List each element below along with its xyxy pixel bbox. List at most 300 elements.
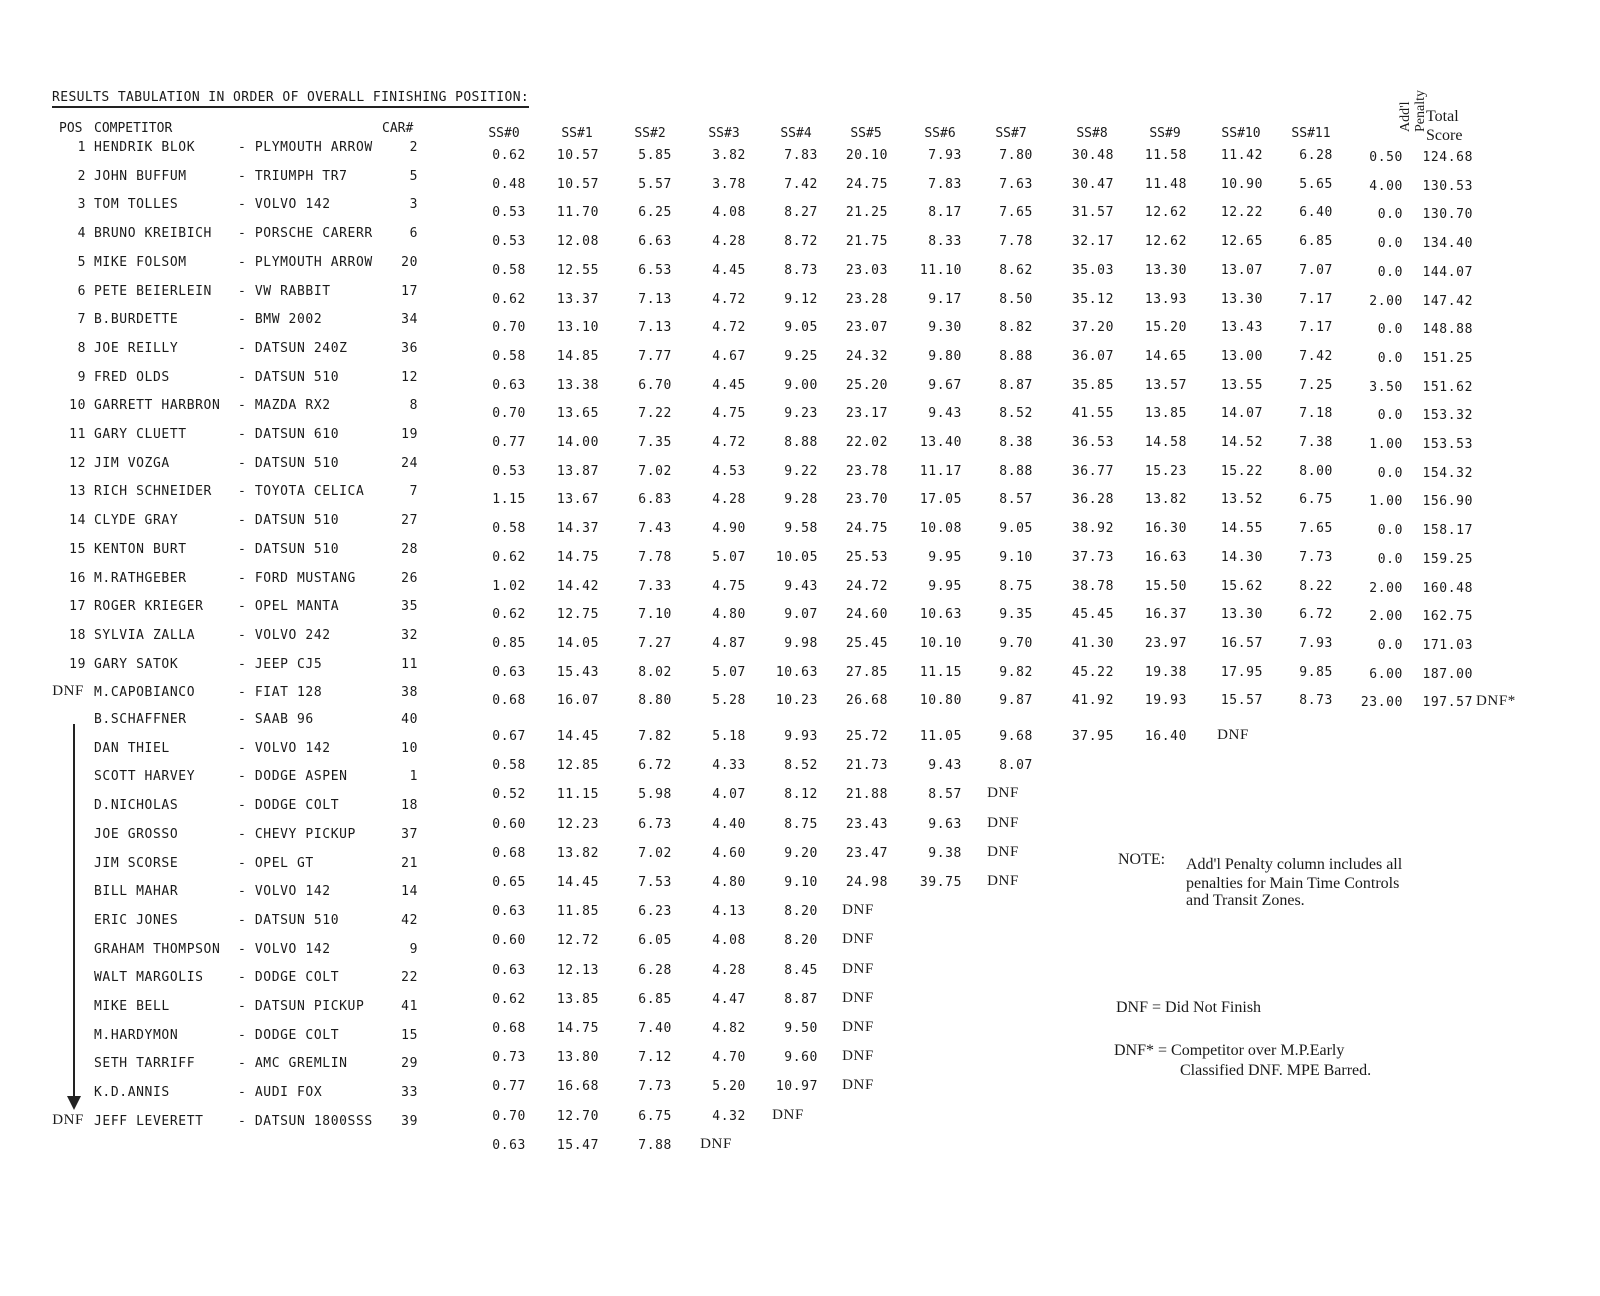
stage-time: 8.88 <box>999 463 1033 479</box>
stage-time: 6.85 <box>1299 234 1333 250</box>
stage-time: 0.62 <box>492 148 526 163</box>
stage-time: 4.45 <box>712 377 746 393</box>
stage-time: 21.75 <box>845 234 888 250</box>
position: 1 <box>77 140 86 155</box>
car-model: - BMW 2002 <box>238 312 323 328</box>
stage-time: 0.58 <box>492 521 526 537</box>
penalty: 1.00 <box>1369 437 1403 452</box>
stage-time: 17.05 <box>919 492 962 508</box>
dnf-definition: DNF = Did Not Finish <box>1116 999 1262 1016</box>
stage-time: 8.52 <box>784 758 818 774</box>
car-model: - TOYOTA CELICA <box>238 484 365 500</box>
stage-time: 19.93 <box>1144 693 1187 709</box>
position: 11 <box>69 427 86 442</box>
car-number: 11 <box>401 656 418 672</box>
stage-time: 0.62 <box>492 291 526 307</box>
stage-time: 9.20 <box>784 845 818 861</box>
total-score: 158.17 <box>1422 523 1473 539</box>
stage-time: 9.85 <box>1299 664 1333 680</box>
stage-time: 0.58 <box>492 262 526 278</box>
stage-time: 10.57 <box>556 176 599 192</box>
stage-time: 37.73 <box>1071 549 1114 565</box>
penalty: 0.0 <box>1377 465 1403 481</box>
stage-time: 0.73 <box>492 1050 526 1066</box>
stage-time: 23.07 <box>845 320 888 336</box>
stage-time: 7.78 <box>999 234 1033 250</box>
car-number: 14 <box>401 884 418 900</box>
stage-time: 4.72 <box>712 435 746 450</box>
total-score: 134.40 <box>1422 236 1473 252</box>
car-number: 3 <box>409 197 418 213</box>
position: 3 <box>77 197 86 213</box>
stage-time: 14.07 <box>1220 406 1263 422</box>
competitor-name: D.NICHOLAS <box>94 798 179 814</box>
penalty: 0.0 <box>1377 637 1403 653</box>
competitor-name: GARY SATOK <box>94 656 179 672</box>
stage-time: 11.15 <box>556 787 599 803</box>
stage-time: 4.13 <box>712 904 746 920</box>
stage-time: 10.10 <box>919 635 962 651</box>
stage-time: 4.87 <box>712 635 746 651</box>
stage-time: 36.07 <box>1071 348 1114 364</box>
stage-time: 7.07 <box>1299 262 1333 278</box>
stage-time: 8.73 <box>784 262 818 278</box>
car-model: - AMC GREMLIN <box>238 1056 348 1072</box>
stage-time: 6.83 <box>638 492 672 508</box>
car-number: 7 <box>409 484 418 500</box>
car-number: 32 <box>401 627 418 643</box>
stage-time: 7.73 <box>638 1079 672 1095</box>
stage-time: 12.65 <box>1220 234 1263 250</box>
stage-time: 5.07 <box>712 549 746 565</box>
stage-time: 14.30 <box>1220 549 1263 565</box>
stage-time: 9.93 <box>784 729 818 744</box>
stage-time: 7.27 <box>638 635 672 651</box>
stage-time: 0.58 <box>492 758 526 774</box>
stage-time: 13.07 <box>1220 262 1263 278</box>
stage-time: 4.80 <box>712 607 746 623</box>
stage-time: 7.10 <box>638 607 672 623</box>
stage-time: 12.23 <box>556 816 599 832</box>
car-number: 34 <box>401 312 418 328</box>
car-model: - PLYMOUTH ARROW <box>238 254 373 270</box>
stage-time: DNF <box>1217 727 1249 743</box>
stage-time: 10.05 <box>775 549 818 565</box>
stage-time: 9.10 <box>999 549 1033 565</box>
stage-time: 32.17 <box>1071 234 1114 250</box>
total-score: 154.32 <box>1422 465 1473 481</box>
stage-time: 9.00 <box>784 377 818 393</box>
stage-time: 4.53 <box>712 463 746 479</box>
stage-time: 11.05 <box>919 729 962 744</box>
stage-time: 0.70 <box>492 406 526 422</box>
competitor-name: ERIC JONES <box>94 912 179 928</box>
stage-time: 13.85 <box>1144 406 1187 422</box>
stage-time: 11.17 <box>919 463 962 479</box>
car-model: - DATSUN PICKUP <box>238 999 365 1014</box>
dnf-flag: DNF* <box>1476 693 1516 710</box>
stage-time: 0.60 <box>492 933 526 949</box>
stage-time: 9.22 <box>784 463 818 479</box>
stage-time: 7.93 <box>1299 635 1333 651</box>
stage-time: 5.98 <box>638 787 672 803</box>
stage-time: 14.05 <box>556 635 599 651</box>
stage-time: 6.05 <box>638 933 672 949</box>
stage-time: 5.65 <box>1299 176 1333 192</box>
stage-time: 14.58 <box>1144 435 1187 450</box>
stage-time: 8.80 <box>638 693 672 709</box>
stage-time: 0.60 <box>492 816 526 832</box>
penalty: 0.0 <box>1377 322 1403 338</box>
stage-time: 13.38 <box>556 377 599 393</box>
car-number: 21 <box>401 855 418 871</box>
competitor-name: SETH TARRIFF <box>94 1056 196 1072</box>
stage-time: DNF <box>842 1077 874 1094</box>
stage-time: 1.02 <box>492 578 526 594</box>
header-stage-4: SS#4 <box>780 126 812 141</box>
competitor-name: SYLVIA ZALLA <box>94 627 196 643</box>
competitor-name: DAN THIEL <box>94 740 170 756</box>
car-number: 29 <box>401 1056 418 1072</box>
car-number: 39 <box>401 1113 418 1129</box>
stage-time: 6.75 <box>1299 492 1333 508</box>
total-score: 124.68 <box>1422 150 1473 165</box>
stage-time: 16.37 <box>1144 607 1187 623</box>
car-number: 10 <box>401 740 418 756</box>
stage-time: 7.73 <box>1299 549 1333 565</box>
stage-time: 4.60 <box>712 845 746 861</box>
stage-time: 9.28 <box>784 492 818 508</box>
car-model: - DODGE ASPEN <box>238 769 348 785</box>
header-stage-1: SS#1 <box>561 126 593 141</box>
stage-time: 12.62 <box>1144 234 1187 250</box>
stage-time: 6.40 <box>1299 205 1333 221</box>
stage-time: 25.53 <box>845 549 888 565</box>
total-score: 160.48 <box>1422 580 1473 596</box>
stage-time: 13.10 <box>556 320 599 336</box>
stage-time: DNF <box>987 785 1019 802</box>
dnf-bracket-line <box>73 724 75 1104</box>
total-score: 159.25 <box>1422 551 1473 567</box>
stage-time: 13.82 <box>556 845 599 861</box>
car-number: 6 <box>409 226 418 242</box>
stage-time: 7.17 <box>1299 291 1333 307</box>
penalty: 2.00 <box>1369 609 1403 625</box>
stage-time: 0.58 <box>492 348 526 364</box>
stage-time: 37.95 <box>1071 729 1114 744</box>
stage-time: 4.28 <box>712 492 746 508</box>
stage-time: 7.25 <box>1299 377 1333 393</box>
stage-time: 26.68 <box>845 693 888 709</box>
car-model: - DATSUN 510 <box>238 541 340 557</box>
stage-time: 8.72 <box>784 234 818 250</box>
stage-time: 7.65 <box>999 205 1033 221</box>
stage-time: 8.75 <box>784 816 818 832</box>
position: 8 <box>77 340 86 356</box>
car-model: - AUDI FOX <box>238 1085 323 1101</box>
car-number: 5 <box>409 168 418 184</box>
stage-time: 30.47 <box>1071 176 1114 192</box>
stage-time: 5.20 <box>712 1079 746 1095</box>
stage-time: 8.17 <box>928 205 962 221</box>
stage-time: 6.28 <box>1299 148 1333 163</box>
stage-time: 14.52 <box>1220 435 1263 450</box>
stage-time: 23.03 <box>845 262 888 278</box>
car-model: - VW RABBIT <box>238 283 331 299</box>
stage-time: 10.08 <box>919 521 962 537</box>
stage-time: 7.18 <box>1299 406 1333 422</box>
car-number: 15 <box>401 1027 418 1043</box>
car-model: - OPEL GT <box>238 855 314 871</box>
position: 10 <box>69 398 86 414</box>
stage-time: 7.53 <box>638 875 672 890</box>
stage-time: 1.15 <box>492 492 526 508</box>
stage-time: 8.88 <box>784 435 818 450</box>
car-model: - VOLVO 242 <box>238 627 331 643</box>
car-model: - VOLVO 142 <box>238 740 331 756</box>
total-score: 130.70 <box>1422 207 1473 223</box>
stage-time: DNF <box>987 873 1019 889</box>
competitor-name: TOM TOLLES <box>94 197 179 213</box>
header-car: CAR# <box>382 121 414 136</box>
total-score: 162.75 <box>1422 609 1473 625</box>
header-stage-11: SS#11 <box>1291 126 1331 141</box>
stage-time: 12.72 <box>556 933 599 949</box>
stage-time: 4.75 <box>712 578 746 594</box>
stage-time: 7.42 <box>1299 348 1333 364</box>
stage-time: 7.12 <box>638 1050 672 1066</box>
stage-time: 7.33 <box>638 578 672 594</box>
stage-time: 11.58 <box>1144 148 1187 163</box>
penalty: 0.0 <box>1377 551 1403 567</box>
total-score: 197.57 <box>1422 695 1473 711</box>
stage-time: 16.30 <box>1144 521 1187 537</box>
car-model: - DATSUN 510 <box>238 513 340 529</box>
stage-time: 16.68 <box>556 1079 599 1095</box>
stage-time: 6.25 <box>638 205 672 221</box>
stage-time: 9.67 <box>928 377 962 393</box>
car-model: - CHEVY PICKUP <box>238 826 356 842</box>
stage-time: 5.57 <box>638 176 672 192</box>
stage-time: 9.95 <box>928 578 962 594</box>
competitor-name: WALT MARGOLIS <box>94 970 204 986</box>
position: 5 <box>77 254 86 270</box>
total-score: 171.03 <box>1422 637 1473 653</box>
stage-time: 12.22 <box>1220 205 1263 221</box>
stage-time: 0.68 <box>492 693 526 709</box>
position: 12 <box>69 455 86 471</box>
stage-time: 9.38 <box>928 845 962 861</box>
stage-time: 12.85 <box>556 758 599 774</box>
stage-time: 9.87 <box>999 693 1033 709</box>
car-number: 2 <box>409 140 418 155</box>
stage-time: 15.23 <box>1144 463 1187 479</box>
competitor-name: JIM VOZGA <box>94 455 170 471</box>
total-score: 130.53 <box>1422 178 1473 194</box>
stage-time: 8.07 <box>999 758 1033 774</box>
stage-time: 6.85 <box>638 991 672 1007</box>
stage-time: 8.50 <box>999 291 1033 307</box>
position: 14 <box>69 513 86 529</box>
stage-time: 8.73 <box>1299 693 1333 709</box>
competitor-name: ROGER KRIEGER <box>94 599 204 615</box>
stage-time: 9.58 <box>784 521 818 537</box>
stage-time: 5.85 <box>638 148 672 163</box>
car-number: 37 <box>401 826 418 842</box>
position: 18 <box>69 627 86 643</box>
competitor-name: JIM SCORSE <box>94 855 179 871</box>
stage-time: 13.30 <box>1144 262 1187 278</box>
stage-time: 7.83 <box>928 176 962 192</box>
competitor-name: JEFF LEVERETT <box>94 1113 204 1129</box>
stage-time: 25.45 <box>845 635 888 651</box>
stage-time: 13.82 <box>1144 492 1187 508</box>
stage-time: 24.75 <box>845 521 888 537</box>
car-number: 22 <box>401 970 418 986</box>
car-model: - MAZDA RX2 <box>238 398 331 414</box>
stage-time: 13.30 <box>1220 291 1263 307</box>
header-stage-3: SS#3 <box>708 126 740 141</box>
penalty: 0.0 <box>1377 408 1403 424</box>
stage-time: 7.40 <box>638 1021 672 1036</box>
position: DNF <box>52 683 84 700</box>
stage-time: 14.75 <box>556 1021 599 1036</box>
stage-time: 24.72 <box>845 578 888 594</box>
stage-time: DNF <box>700 1135 732 1152</box>
stage-time: 15.62 <box>1220 578 1263 594</box>
competitor-name: MIKE BELL <box>94 999 170 1014</box>
stage-time: 5.07 <box>712 664 746 680</box>
penalty: 4.00 <box>1369 178 1403 194</box>
competitor-name: SCOTT HARVEY <box>94 769 196 785</box>
stage-time: 7.02 <box>638 845 672 861</box>
competitor-name: GRAHAM THOMPSON <box>94 941 221 957</box>
stage-time: 21.88 <box>845 787 888 803</box>
header-total-line1: Total <box>1426 108 1459 125</box>
stage-time: 10.63 <box>775 664 818 680</box>
stage-time: 23.78 <box>845 463 888 479</box>
competitor-name: MIKE FOLSOM <box>94 254 187 270</box>
car-number: 24 <box>401 455 418 471</box>
stage-time: 12.13 <box>556 962 599 978</box>
stage-time: 4.90 <box>712 521 746 537</box>
stage-time: 9.70 <box>999 635 1033 651</box>
car-number: 27 <box>401 513 418 529</box>
position: 15 <box>69 541 86 557</box>
competitor-name: JOE REILLY <box>94 340 179 356</box>
note-label: NOTE: <box>1118 851 1166 868</box>
stage-time: 0.53 <box>492 463 526 479</box>
stage-time: 12.62 <box>1144 205 1187 221</box>
position: 19 <box>69 656 86 672</box>
stage-time: 39.75 <box>919 875 962 890</box>
stage-time: DNF <box>842 902 874 919</box>
car-number: 9 <box>409 941 418 957</box>
car-model: - DATSUN 240Z <box>238 340 348 356</box>
stage-time: 10.97 <box>775 1079 818 1095</box>
stage-time: 7.22 <box>638 406 672 422</box>
stage-time: 9.43 <box>928 758 962 774</box>
dnf-star-definition-2: Classified DNF. MPE Barred. <box>1180 1062 1372 1079</box>
header-stage-5: SS#5 <box>850 126 882 141</box>
stage-time: 7.78 <box>638 549 672 565</box>
position: 4 <box>77 226 86 242</box>
stage-time: 6.70 <box>638 377 672 393</box>
header-stage-8: SS#8 <box>1076 126 1108 141</box>
car-number: 26 <box>401 570 418 586</box>
stage-time: 13.00 <box>1220 348 1263 364</box>
penalty: 2.00 <box>1369 293 1403 309</box>
car-model: - DODGE COLT <box>238 970 340 986</box>
stage-time: 0.68 <box>492 1021 526 1036</box>
stage-time: 14.42 <box>556 578 599 594</box>
stage-time: 0.70 <box>492 1108 526 1124</box>
stage-time: 14.85 <box>556 348 599 364</box>
header-total-line2: Score <box>1426 127 1463 144</box>
stage-time: 0.63 <box>492 904 526 920</box>
car-model: - VOLVO 142 <box>238 941 331 957</box>
car-number: 17 <box>401 283 418 299</box>
stage-time: 8.88 <box>999 348 1033 364</box>
penalty: 2.00 <box>1369 580 1403 596</box>
total-score: 147.42 <box>1422 293 1473 309</box>
stage-time: 0.68 <box>492 845 526 861</box>
total-score: 153.53 <box>1422 437 1473 452</box>
stage-time: 11.10 <box>919 262 962 278</box>
stage-time: 9.05 <box>999 521 1033 537</box>
stage-time: 14.00 <box>556 435 599 450</box>
penalty: 0.0 <box>1377 264 1403 280</box>
penalty: 0.0 <box>1377 236 1403 252</box>
stage-time: 10.57 <box>556 148 599 163</box>
stage-time: 9.23 <box>784 406 818 422</box>
stage-time: 30.48 <box>1071 148 1114 163</box>
stage-time: 12.08 <box>556 234 599 250</box>
stage-time: 13.43 <box>1220 320 1263 336</box>
stage-time: 13.67 <box>556 492 599 508</box>
car-number: 38 <box>401 685 418 701</box>
stage-time: 7.17 <box>1299 320 1333 336</box>
stage-time: 6.63 <box>638 234 672 250</box>
total-score: 187.00 <box>1422 666 1473 682</box>
stage-time: 14.37 <box>556 521 599 537</box>
penalty: 23.00 <box>1360 695 1403 711</box>
position: 7 <box>77 312 86 328</box>
stage-time: DNF <box>842 1048 874 1065</box>
stage-time: 8.57 <box>999 492 1033 508</box>
stage-time: 12.55 <box>556 262 599 278</box>
stage-time: 7.02 <box>638 463 672 479</box>
stage-time: 21.25 <box>845 205 888 221</box>
stage-time: DNF <box>842 1019 874 1035</box>
stage-time: 8.12 <box>784 787 818 803</box>
stage-time: 7.77 <box>638 348 672 364</box>
stage-time: 7.43 <box>638 521 672 537</box>
note-text-1: Add'l Penalty column includes all <box>1186 856 1403 873</box>
car-number: 1 <box>409 769 418 785</box>
car-model: - DATSUN 510 <box>238 369 340 385</box>
stage-time: 8.22 <box>1299 578 1333 594</box>
header-stage-2: SS#2 <box>634 126 666 141</box>
stage-time: 10.23 <box>775 693 818 709</box>
stage-time: 9.82 <box>999 664 1033 680</box>
stage-time: 8.27 <box>784 205 818 221</box>
car-model: - FORD MUSTANG <box>238 570 356 586</box>
stage-time: 16.07 <box>556 693 599 709</box>
stage-time: 8.82 <box>999 320 1033 336</box>
competitor-name: K.D.ANNIS <box>94 1085 170 1101</box>
stage-time: 7.82 <box>638 729 672 744</box>
